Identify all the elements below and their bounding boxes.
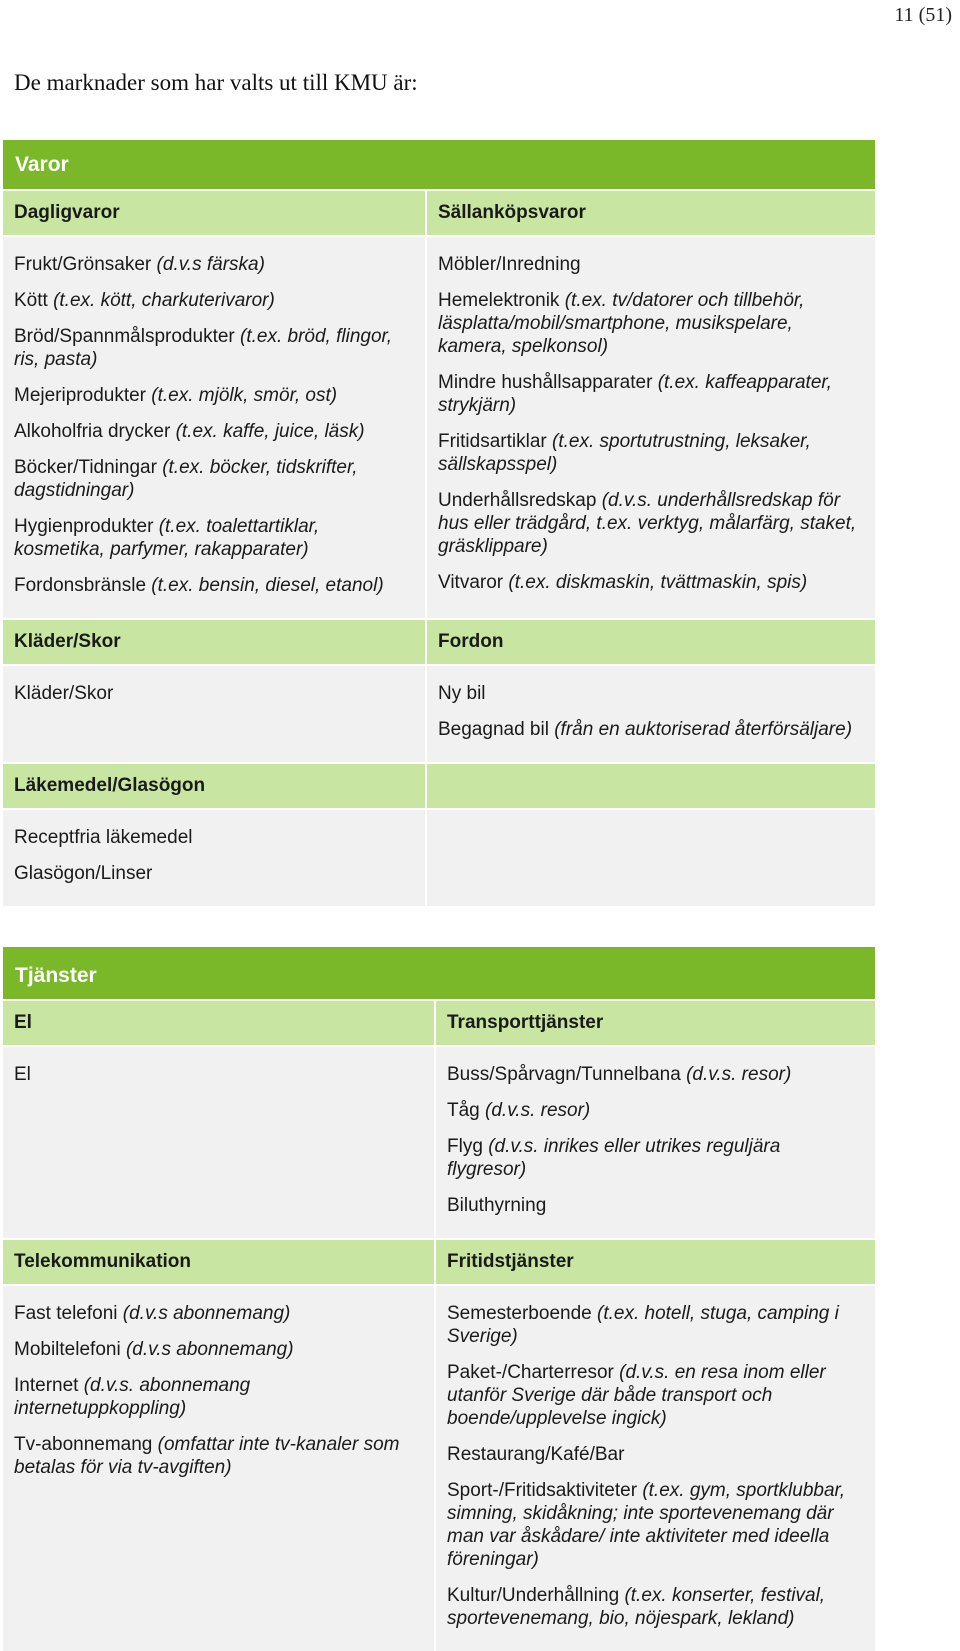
item-name: Kött	[14, 290, 54, 311]
list-item	[438, 289, 864, 358]
item-name: Glasögon/Linser	[14, 863, 153, 884]
item-name: Fordonsbränsle	[14, 575, 152, 596]
item-name: Ny bil	[438, 683, 486, 704]
list-item	[14, 1063, 423, 1086]
list-item	[447, 1361, 864, 1430]
item-detail: (t.ex. kaffe, juice, läsk)	[175, 421, 365, 442]
list-item	[14, 1433, 423, 1479]
list-item	[438, 430, 864, 476]
list-item	[438, 371, 864, 417]
item-detail: (d.v.s. en resa inom eller utanför Sverige där både transport och boende/upplevelse ingick)	[447, 1362, 826, 1429]
item-detail: (t.ex. mjölk, smör, ost)	[151, 385, 338, 406]
list-item	[14, 1338, 423, 1361]
item-detail: (t.ex. kött, charkuterivaror)	[53, 290, 275, 311]
item-detail: (från en auktoriserad återförsäljare)	[554, 719, 853, 740]
item-name: Hygienprodukter	[14, 516, 159, 537]
item-name: Receptfria läkemedel	[14, 827, 193, 848]
item-detail: (t.ex. konserter, festival, sportevenemang, bio, nöjespark, lekland)	[447, 1585, 826, 1629]
empty-cell	[427, 810, 875, 906]
item-name: Vitvaror	[438, 572, 509, 593]
item-detail: (d.v.s färska)	[156, 254, 265, 275]
transport-list	[436, 1047, 875, 1238]
list-item	[438, 489, 864, 558]
body-row	[3, 664, 875, 762]
item-name: Tåg	[447, 1100, 486, 1121]
body-row	[3, 235, 875, 618]
list-item	[447, 1584, 864, 1630]
dagligvaror-heading: Dagligvaror	[3, 191, 427, 235]
list-item	[14, 862, 414, 885]
el-heading: El	[3, 1001, 436, 1045]
body-row	[3, 1284, 875, 1651]
item-name: Mindre hushållsapparater	[438, 372, 658, 393]
list-item	[447, 1063, 864, 1086]
list-item	[14, 1374, 423, 1420]
klader-list	[3, 666, 427, 762]
page-number: 11 (51)	[894, 4, 952, 26]
item-detail: (d.v.s. resor)	[485, 1100, 591, 1121]
item-detail: (t.ex. toalettartiklar, kosmetika, parfymer, rakapparater)	[14, 516, 320, 560]
list-item	[438, 718, 864, 741]
item-detail: (d.v.s. inrikes eller utrikes reguljära flygresor)	[447, 1136, 781, 1180]
item-name: Alkoholfria drycker	[14, 421, 176, 442]
list-item	[447, 1443, 864, 1466]
item-detail: (d.v.s. underhållsredskap för hus eller trädgård, t.ex. verktyg, målarfärg, staket, gräsklippare)	[438, 490, 857, 557]
item-detail: (t.ex. diskmaskin, tvättmaskin, spis)	[508, 572, 808, 593]
header-row	[3, 999, 875, 1045]
list-item	[438, 253, 864, 276]
item-detail: (t.ex. kaffeapparater, strykjärn)	[438, 372, 832, 416]
header-row	[3, 618, 875, 664]
item-detail: (d.v.s abonnemang)	[122, 1303, 291, 1324]
body-row	[3, 808, 875, 906]
telekom-list	[3, 1286, 436, 1651]
list-item	[447, 1302, 864, 1348]
item-name: Biluthyrning	[447, 1195, 547, 1216]
list-item	[14, 574, 414, 597]
lakemedel-heading: Läkemedel/Glasögon	[3, 764, 427, 808]
list-item	[447, 1099, 864, 1122]
item-detail: (d.v.s. abonnemang internetuppkoppling)	[14, 1375, 251, 1419]
header-row	[3, 189, 875, 235]
item-name: Kultur/Underhållning	[447, 1585, 625, 1606]
item-name: Mejeriprodukter	[14, 385, 152, 406]
item-name: Frukt/Grönsaker	[14, 254, 157, 275]
item-detail: (t.ex. hotell, stuga, camping i Sverige)	[447, 1303, 839, 1347]
item-name: Hemelektronik	[438, 290, 565, 311]
item-name: Sport-/Fritidsaktiviteter	[447, 1480, 643, 1501]
item-name: El	[14, 1064, 31, 1085]
list-item	[14, 515, 414, 561]
item-detail: (t.ex. bröd, flingor, ris, pasta)	[14, 326, 393, 370]
list-item	[14, 420, 414, 443]
item-name: Mobiltelefoni	[14, 1339, 126, 1360]
item-detail: (d.v.s. resor)	[686, 1064, 792, 1085]
item-detail: (d.v.s abonnemang)	[125, 1339, 294, 1360]
sallankopsvaror-heading: Sällanköpsvaror	[427, 191, 875, 235]
list-item	[438, 682, 864, 705]
item-name: Restaurang/Kafé/Bar	[447, 1444, 625, 1465]
list-item	[14, 826, 414, 849]
tjanster-table	[3, 947, 875, 1651]
sallankopsvaror-list	[427, 237, 875, 618]
list-item	[14, 253, 414, 276]
item-detail: (t.ex. böcker, tidskrifter, dagstidningar)	[14, 457, 358, 501]
item-name: Begagnad bil	[438, 719, 555, 740]
list-item	[14, 456, 414, 502]
dagligvaror-list	[3, 237, 427, 618]
item-name: Fast telefoni	[14, 1303, 123, 1324]
item-detail: (t.ex. tv/datorer och tillbehör, läsplatta/mobil/smartphone, musikspelare, kamera, spelkonsol)	[438, 290, 805, 357]
list-item	[14, 682, 414, 705]
lakemedel-list	[3, 810, 427, 906]
fordon-heading: Fordon	[427, 620, 875, 664]
transport-heading: Transporttjänster	[436, 1001, 875, 1045]
varor-title: Varor	[3, 140, 875, 189]
list-item	[438, 571, 864, 594]
item-detail: (t.ex. sportutrustning, leksaker, sällskapsspel)	[438, 431, 811, 475]
item-name: Flyg	[447, 1136, 489, 1157]
list-item	[14, 325, 414, 371]
item-name: Bröd/Spannmålsprodukter	[14, 326, 241, 347]
header-row	[3, 1238, 875, 1284]
item-name: Kläder/Skor	[14, 683, 114, 704]
fritid-heading: Fritidstjänster	[436, 1240, 875, 1284]
item-name: Semesterboende	[447, 1303, 597, 1324]
item-name: Böcker/Tidningar	[14, 457, 163, 478]
item-name: Underhållsredskap	[438, 490, 602, 511]
item-detail: (t.ex. bensin, diesel, etanol)	[151, 575, 384, 596]
intro-text: De marknader som har valts ut till KMU är:	[14, 70, 418, 95]
list-item	[447, 1194, 864, 1217]
list-item	[447, 1135, 864, 1181]
telekom-heading: Telekommunikation	[3, 1240, 436, 1284]
body-row	[3, 1045, 875, 1238]
item-name: Tv-abonnemang	[14, 1434, 158, 1455]
fritid-list	[436, 1286, 875, 1651]
el-list	[3, 1047, 436, 1238]
klader-heading: Kläder/Skor	[3, 620, 427, 664]
header-row	[3, 762, 875, 808]
empty-cell	[427, 764, 875, 808]
list-item	[14, 1302, 423, 1325]
item-name: Internet	[14, 1375, 84, 1396]
list-item	[447, 1479, 864, 1571]
item-name: Fritidsartiklar	[438, 431, 553, 452]
fordon-list	[427, 666, 875, 762]
varor-table	[3, 140, 875, 906]
list-item	[14, 384, 414, 407]
item-name: Buss/Spårvagn/Tunnelbana	[447, 1064, 687, 1085]
item-detail: (t.ex. gym, sportklubbar, simning, skidåkning; inte sportevenemang där man var åskådare/ inte aktiviteter med ideella föreningar)	[447, 1480, 846, 1570]
item-name: Möbler/Inredning	[438, 254, 581, 275]
item-name: Paket-/Charterresor	[447, 1362, 620, 1383]
item-detail: (omfattar inte tv-kanaler som betalas för via tv-avgiften)	[14, 1434, 400, 1478]
tjanster-title: Tjänster	[3, 947, 875, 999]
list-item	[14, 289, 414, 312]
